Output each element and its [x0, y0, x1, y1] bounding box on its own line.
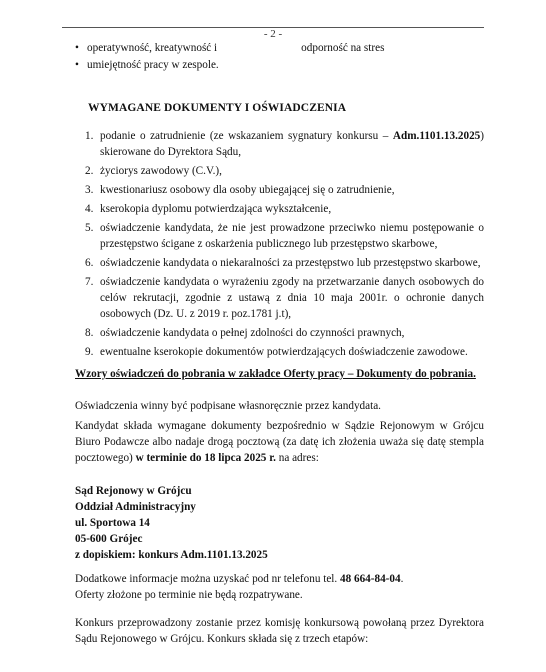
list-item: 8. oświadczenie kandydata o pełnej zdolności do czynności prawnych,	[85, 327, 405, 339]
commission-paragraph: Konkurs przeprowadzony zostanie przez komisję konkursową powołaną przez Dyrektora Sądu Rejonowego w Grójcu. Konkurs składa się z trzech etapów:	[75, 617, 484, 645]
info-paragraph	[75, 571, 484, 603]
phone-number: 48 664-84-04	[340, 573, 401, 585]
list-item	[87, 57, 487, 73]
list-item: 9. ewentualne kserokopie dokumentów potwierdzających doświadczenie zawodowe.	[85, 346, 468, 358]
list-item: 3. kwestionariusz osobowy dla osoby ubiegającej się o zatrudnienie,	[85, 184, 395, 196]
late-offers-note: Oferty złożone po terminie nie będą rozpatrywane.	[75, 589, 303, 601]
contact-line: Dodatkowe informacje można uzyskać pod nr telefonu tel. 48 664-84-04.	[75, 573, 404, 585]
address-line: ul. Sportowa 14	[75, 517, 150, 529]
list-item: 2. życiorys zawodowy (C.V.),	[85, 165, 222, 177]
list-item	[87, 40, 487, 56]
forms-download-note: Wzory oświadczeń do pobrania w zakładce Oferty pracy – Dokumenty do pobrania.	[75, 368, 476, 380]
address-line: 05-600 Grójec	[75, 533, 143, 545]
list-item: 4. kserokopia dyplomu potwierdzająca wykształcenie,	[85, 203, 332, 215]
section-heading: WYMAGANE DOKUMENTY I OŚWIADCZENIA	[88, 102, 347, 114]
required-documents-list	[75, 128, 484, 363]
bullet-text-part1: operatywność, kreatywność i	[87, 42, 218, 54]
signature-note: Oświadczenia winny być podpisane własnoręcznie przez kandydata.	[75, 400, 381, 412]
list-item: 1. podanie o zatrudnienie (ze wskazaniem sygnatury konkursu – Adm.1101.13.2025) skierowane do Dyrektora Sądu,	[85, 130, 484, 158]
address-line: Sąd Rejonowy w Grójcu	[75, 485, 192, 497]
page-number: - 2 -	[263, 28, 283, 40]
bullet-text-part2: odporność na stres	[301, 42, 385, 54]
submission-paragraph: Kandydat składa wymagane dokumenty bezpośrednio w Sądzie Rejonowym w Grójcu Biuro Podawcze albo nadaje drogą pocztową (za datę ich złożenia uważa się datę stempla pocztowego) w terminie do 18 lipca 2025 r. na adres:	[75, 420, 484, 464]
list-item: 6. oświadczenie kandydata o niekaralności za przestępstwo lub przestępstwo skarbowe,	[85, 257, 481, 269]
bullet-text: umiejętność pracy w zespole.	[87, 59, 219, 71]
deadline: w terminie do 18 lipca 2025 r.	[135, 452, 276, 464]
address-line: Oddział Administracyjny	[75, 501, 196, 513]
address-line: z dopiskiem: konkurs Adm.1101.13.2025	[75, 549, 268, 561]
address-block	[75, 483, 484, 563]
case-reference: Adm.1101.13.2025	[392, 130, 481, 142]
list-item: 5. oświadczenie kandydata, że nie jest prowadzone przeciwko niemu postępowanie o przestępstwo ścigane z oskarżenia publicznego lub przestępstwo skarbowe,	[85, 222, 484, 250]
list-item: 7. oświadczenie kandydata o wyrażeniu zgody na przetwarzanie danych osobowych do celów rekrutacji, zgodnie z ustawą z dnia 10 maja 2001r. o ochronie danych osobowych (Dz. U. z 2019 r. poz.1781 j.t),	[85, 276, 484, 320]
